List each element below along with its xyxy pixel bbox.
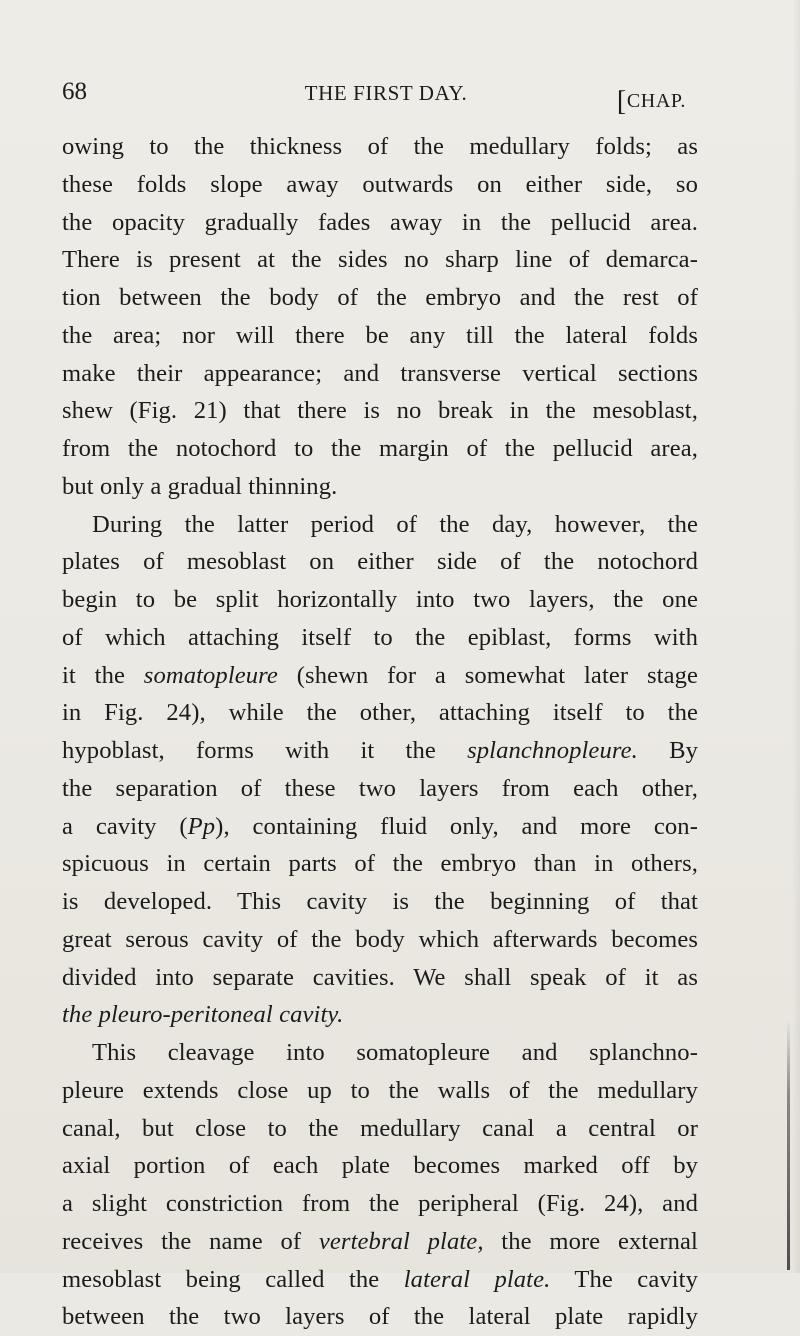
text-line: spicuous in certain parts of the embryo than in others, (62, 850, 698, 878)
page-edge-shadow (792, 0, 800, 1273)
body-text (62, 128, 698, 1336)
text-line (62, 657, 698, 695)
text-run: The cavity (550, 1265, 698, 1293)
text-line: begin to be split horizontally into two layers, the one (62, 586, 698, 613)
text-run: hypoblast, forms with it the (62, 737, 468, 764)
text-run: receives the name of (62, 1227, 319, 1255)
text-line: but only a gradual thinning. (62, 472, 338, 500)
text-line: divided into separate cavities. We shall speak of it as (62, 963, 698, 991)
text-line: between the two layers of the lateral plate rapidly (62, 1303, 698, 1331)
text-line: During the latter period of the day, however, the (92, 510, 698, 538)
italic-term-lateral-plate: lateral plate. (403, 1265, 551, 1293)
text-run: mesoblast being called the (62, 1265, 404, 1293)
text-line: shew (Fig. 21) that there is no break in the mesoblast, (62, 397, 698, 425)
running-title: THE FIRST DAY. (304, 81, 468, 105)
text-line: in Fig. 24), while the other, attaching itself to the (62, 699, 698, 727)
text-line: from the notochord to the margin of the pellucid area, (62, 435, 698, 462)
text-line: these folds slope away outwards on either side, so (62, 170, 698, 198)
text-line: make their appearance; and transverse vertical sections (62, 359, 698, 387)
italic-term-splanchnopleure: splanchnopleure. (467, 737, 638, 764)
page-header (62, 78, 686, 117)
text-line: pleure extends close up to the walls of the medullary (62, 1076, 698, 1104)
text-line (62, 808, 698, 846)
text-line: plates of mesoblast on either side of the notochord (62, 548, 698, 576)
text-line: a slight constriction from the peripheral (Fig. 24), and (62, 1190, 698, 1217)
paragraph-1 (62, 128, 698, 506)
text-line: There is present at the sides no sharp line of demarca- (62, 246, 698, 274)
chapter-label (617, 83, 686, 115)
paragraph-2 (62, 506, 698, 1035)
text-line: This cleavage into somatopleure and splanchno- (92, 1039, 698, 1066)
text-line: is developed. This cavity is the beginning of that (62, 888, 698, 915)
text-line: of which attaching itself to the epiblast, forms with (62, 623, 698, 651)
chapter-bracket: [ (616, 86, 627, 117)
text-line: owing to the thickness of the medullary folds; as (62, 133, 698, 160)
chapter-label-text: CHAP. (626, 90, 686, 112)
text-line: axial portion of each plate becomes marked off by (62, 1152, 698, 1180)
italic-term-pleuro-peritoneal-cavity: the pleuro-peritoneal cavity. (62, 1001, 344, 1029)
text-run: it the (62, 661, 144, 689)
text-line: the area; nor will there be any till the lateral folds (62, 321, 698, 349)
page-number: 68 (62, 78, 87, 105)
text-line (62, 1223, 698, 1261)
italic-term-vertebral-plate: vertebral plate, (318, 1227, 484, 1255)
text-line (62, 996, 698, 1034)
text-line: canal, but close to the medullary canal a central or (62, 1114, 698, 1142)
binding-edge-mark (787, 1020, 790, 1270)
text-line (62, 1261, 698, 1299)
text-run: (shewn for a somewhat later stage (277, 661, 698, 689)
text-line (62, 732, 698, 770)
text-line: tion between the body of the embryo and the rest of (62, 284, 698, 311)
italic-term-pp: Pp (187, 812, 216, 840)
text-run: a cavity ( (62, 812, 188, 840)
text-line: the separation of these two layers from each other, (62, 774, 698, 802)
text-run: the more external (483, 1227, 698, 1255)
text-line: the opacity gradually fades away in the pellucid area. (62, 208, 698, 236)
text-run: By (637, 737, 698, 764)
text-line: great serous cavity of the body which afterwards becomes (62, 925, 698, 953)
italic-term-somatopleure: somatopleure (143, 661, 278, 689)
text-run: ), containing fluid only, and more con- (215, 812, 698, 840)
paragraph-3 (62, 1034, 698, 1336)
